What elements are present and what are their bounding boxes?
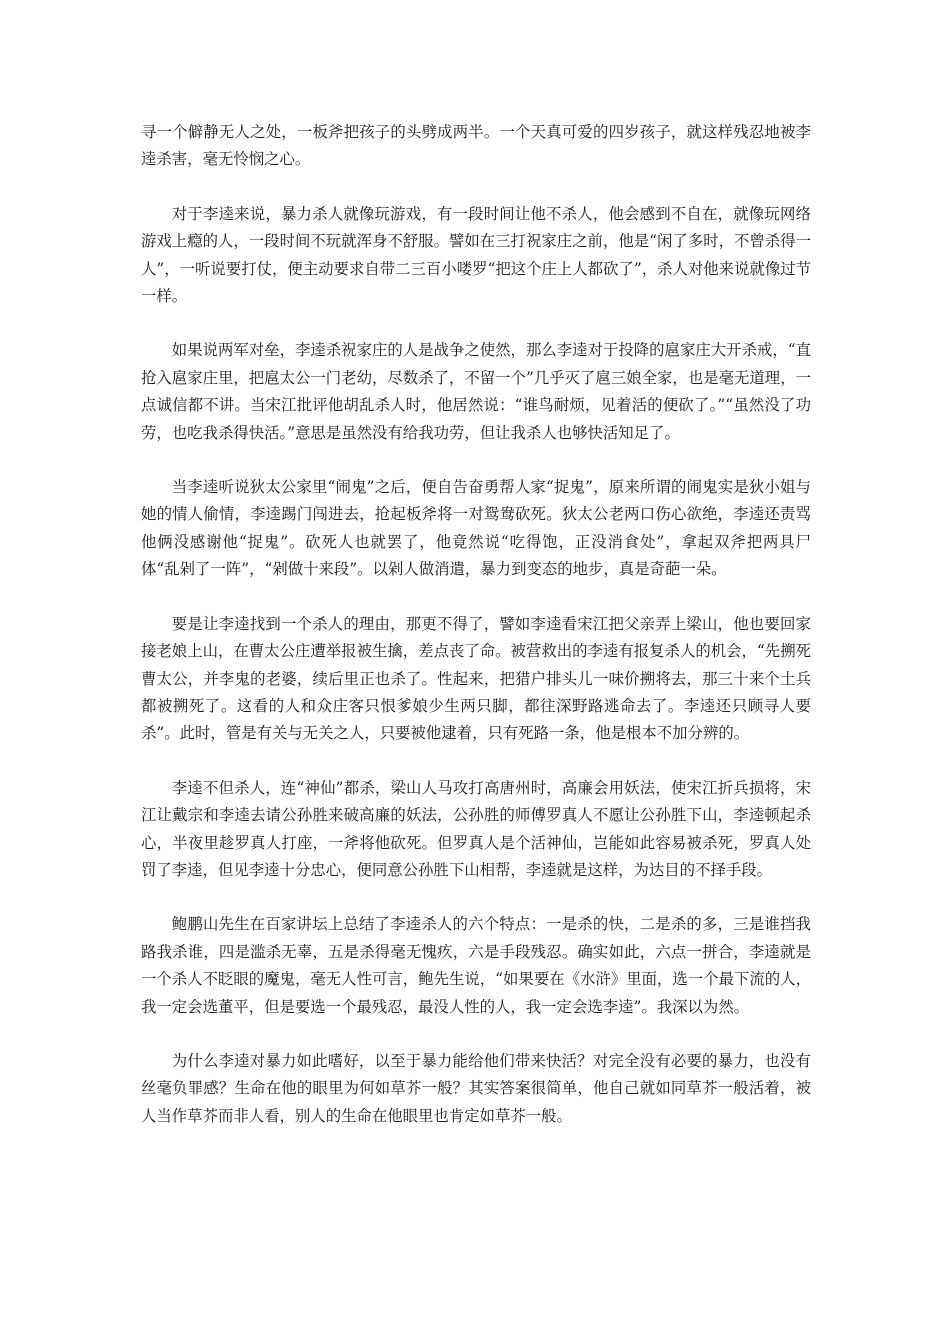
paragraph-2: 对于李逵来说，暴力杀人就像玩游戏，有一段时间让他不杀人，他会感到不自在，就像玩网络游戏上瘾的人，一段时间不玩就浑身不舒服。譬如在三打祝家庄之前，他是“闲了多时，不曾杀得一人”，一听说要打仗，便主动要求自带二三百小喽罗“把这个庄上人都砍了”，杀人对他来说就像过节一样。 (141, 204, 812, 306)
paragraph-continuation: 寻一个僻静无人之处，一板斧把孩子的头劈成两半。一个天真可爱的四岁孩子，就这样残忍地被李逵杀害，毫无怜悯之心。 (141, 123, 811, 169)
paragraph-8: 为什么李逵对暴力如此嗜好，以至于暴力能给他们带来快活？对完全没有必要的暴力，也没有丝毫负罪感？生命在他的眼里为何如草芥一般？其实答案很简单，他自己就如同草芥一般活着，被人当作草芥而非人看，别人的生命在他眼里也肯定如草芥一般。 (141, 1051, 811, 1125)
paragraph-6: 李逵不但杀人，连“神仙”都杀，梁山人马攻打高唐州时，高廉会用妖法，使宋江折兵损将，宋江让戴宗和李逵去请公孙胜来破高廉的妖法，公孙胜的师傅罗真人不愿让公孙胜下山，李逵顿起杀心，半夜里趁罗真人打座，一斧将他砍死。但罗真人是个活神仙，岂能如此容易被杀死，罗真人处罚了李逵，但见李逵十分忠心，便同意公孙胜下山相帮，李逵就是这样，为达目的不择手段。 (141, 778, 811, 879)
document-page (141, 119, 811, 1157)
paragraph-5: 要是让李逵找到一个杀人的理由，那更不得了，譬如李逵看宋江把父亲弄上梁山，他也要回家接老娘上山，在曹太公庄遭举报被生擒，差点丧了命。被营救出的李逵有报复杀人的机会，“先搠死曹太公，并李鬼的老婆，续后里正也杀了。性起来，把猎户排头儿一味价搠将去，那三十来个土兵都被搠死了。这看的人和众庄客只恨爹娘少生两只脚，都往深野路逃命去了。李逵还只顾寻人要杀”。此时，管是有关与无关之人，只要被他逮着，只有死路一条，他是根本不加分辨的。 (141, 614, 811, 743)
paragraph-3: 如果说两军对垒，李逵杀祝家庄的人是战争之使然，那么李逵对于投降的扈家庄大开杀戒，“直抢入扈家庄里，把扈太公一门老幼，尽数杀了，不留一个”几乎灭了扈三娘全家，也是毫无道理，一点诚信都不讲。当宋江批评他胡乱杀人时，他居然说：“谁鸟耐烦，见着活的便砍了。”“虽然没了功劳，也吃我杀得快活。”意思是虽然没有给我功劳，但让我杀人也够快活知足了。 (141, 341, 811, 442)
paragraph-7: 鲍鹏山先生在百家讲坛上总结了李逵杀人的六个特点：一是杀的快，二是杀的多，三是谁挡我路我杀谁，四是滥杀无辜，五是杀得毫无愧疚，六是手段残忍。确实如此，六点一拼合，李逵就是一个杀人不眨眼的魔鬼，毫无人性可言，鲍先生说，“如果要在《水浒》里面，选一个最下流的人，我一定会选董平，但是要选一个最残忍，最没人性的人，我一定会选李逵”。我深以为然。 (141, 915, 811, 1016)
paragraph-4: 当李逵听说狄太公家里“闹鬼”之后，便自告奋勇帮人家“捉鬼”，原来所谓的闹鬼实是狄小姐与她的情人偷情，李逵踢门闯进去，抢起板斧将一对鸳鸯砍死。狄太公老两口伤心欲绝，李逵还责骂他俩没感谢他“捉鬼”。砍死人也就罢了，他竟然说“吃得饱，正没消食处”，拿起双斧把两具尸体“乱剁了一阵”，“剁做十来段”。以剁人做消遣，暴力到变态的地步，真是奇葩一朵。 (141, 478, 811, 579)
